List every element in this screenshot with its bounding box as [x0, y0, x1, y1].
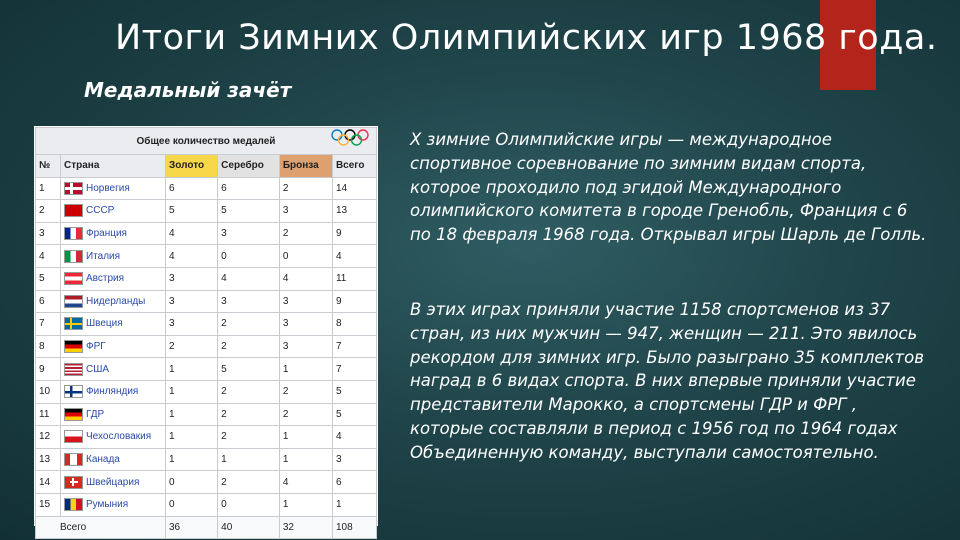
header-total: Всего [332, 155, 376, 178]
slide-title: Итоги Зимних Олимпийских игр 1968 года. [115, 18, 938, 58]
table-row [36, 245, 377, 268]
gold-cell: 1 [166, 380, 218, 403]
country-cell [61, 335, 166, 358]
bronze-cell: 3 [279, 290, 332, 313]
country-cell [61, 426, 166, 449]
country-cell [61, 358, 166, 381]
country-cell [61, 380, 166, 403]
total-cell: 7 [332, 358, 376, 381]
totals-gold: 36 [166, 516, 218, 539]
gold-cell: 1 [166, 426, 218, 449]
total-cell: 9 [332, 222, 376, 245]
silver-cell: 4 [218, 267, 280, 290]
bronze-cell: 1 [279, 448, 332, 471]
gold-cell: 1 [166, 448, 218, 471]
gold-cell: 0 [166, 471, 218, 494]
totals-bronze: 32 [279, 516, 332, 539]
total-cell: 11 [332, 267, 376, 290]
country-cell [61, 471, 166, 494]
table-header-row [36, 155, 377, 178]
gold-cell: 4 [166, 245, 218, 268]
header-country: Страна [61, 155, 166, 178]
totals-label: Всего [36, 516, 166, 539]
table-row [36, 471, 377, 494]
table-row [36, 222, 377, 245]
gold-cell: 6 [166, 177, 218, 200]
table-row [36, 493, 377, 516]
country-link[interactable]: США [86, 363, 110, 375]
gold-cell: 1 [166, 403, 218, 426]
country-cell [61, 403, 166, 426]
silver-cell: 2 [218, 335, 280, 358]
table-row [36, 358, 377, 381]
country-link[interactable]: Нидерланды [86, 296, 146, 307]
rank-cell: 10 [36, 380, 61, 403]
total-cell: 3 [332, 448, 376, 471]
finland-flag-icon [64, 385, 83, 398]
france-flag-icon [64, 227, 83, 240]
rank-cell: 4 [36, 245, 61, 268]
total-cell: 4 [332, 245, 376, 268]
total-cell: 8 [332, 313, 376, 336]
rank-cell: 3 [36, 222, 61, 245]
czechoslovakia-flag-icon [64, 430, 83, 443]
gold-cell: 2 [166, 335, 218, 358]
silver-cell: 6 [218, 177, 280, 200]
silver-cell: 2 [218, 313, 280, 336]
sweden-flag-icon [64, 317, 83, 330]
romania-flag-icon [64, 498, 83, 511]
rank-cell: 6 [36, 290, 61, 313]
country-link[interactable]: Австрия [86, 273, 125, 285]
table-row [36, 200, 377, 223]
bronze-cell: 2 [279, 222, 332, 245]
netherlands-flag-icon [64, 295, 83, 308]
country-cell [61, 267, 166, 290]
country-cell [61, 200, 166, 223]
gdr-flag-icon [64, 408, 83, 421]
rank-cell: 9 [36, 358, 61, 381]
rank-cell: 11 [36, 403, 61, 426]
header-bronze: Бронза [279, 155, 332, 178]
slide-subtitle: Медальный зачёт [84, 78, 292, 102]
country-cell [61, 290, 166, 313]
country-link[interactable]: Франция [86, 228, 127, 240]
canada-flag-icon [64, 453, 83, 466]
header-gold: Золото [166, 155, 218, 178]
bronze-cell: 2 [279, 177, 332, 200]
rank-cell: 13 [36, 448, 61, 471]
gold-cell: 1 [166, 358, 218, 381]
table-row [36, 290, 377, 313]
medal-table [35, 127, 377, 539]
header-rank: № [36, 155, 61, 178]
bronze-cell: 3 [279, 200, 332, 223]
country-cell [61, 493, 166, 516]
silver-cell: 2 [218, 403, 280, 426]
gold-cell: 4 [166, 222, 218, 245]
austria-flag-icon [64, 272, 83, 285]
bronze-cell: 0 [279, 245, 332, 268]
country-cell [61, 448, 166, 471]
bronze-cell: 2 [279, 403, 332, 426]
totals-total: 108 [332, 516, 376, 539]
paragraph-1: X зимние Олимпийские игры — международное спортивное соревнование по зимним видам спорта, которое проходило под эгидой Международного олимпийского комитета в городе Гренобль, Франция с 6 по 18 февраля 1968 года. Открывал игры Шарль де Голль. [410, 130, 927, 245]
silver-cell: 1 [218, 448, 280, 471]
norway-flag-icon [64, 182, 83, 195]
italy-flag-icon [64, 250, 83, 263]
table-row [36, 380, 377, 403]
bronze-cell: 4 [279, 267, 332, 290]
country-link[interactable]: СССР [86, 205, 115, 217]
total-cell: 5 [332, 380, 376, 403]
gold-cell: 0 [166, 493, 218, 516]
totals-silver: 40 [218, 516, 280, 539]
bronze-cell: 1 [279, 493, 332, 516]
rank-cell: 2 [36, 200, 61, 223]
silver-cell: 5 [218, 200, 280, 223]
total-cell: 5 [332, 403, 376, 426]
silver-cell: 2 [218, 380, 280, 403]
gold-cell: 3 [166, 290, 218, 313]
table-row [36, 403, 377, 426]
rank-cell: 5 [36, 267, 61, 290]
silver-cell: 0 [218, 245, 280, 268]
total-cell: 13 [332, 200, 376, 223]
gold-cell: 5 [166, 200, 218, 223]
rank-cell: 14 [36, 471, 61, 494]
table-row [36, 177, 377, 200]
table-row [36, 426, 377, 449]
country-link[interactable]: Италия [86, 250, 121, 262]
olympic-rings-icon [330, 128, 370, 148]
country-cell [61, 177, 166, 200]
gold-cell: 3 [166, 313, 218, 336]
table-row [36, 448, 377, 471]
silver-cell: 2 [218, 426, 280, 449]
silver-cell: 0 [218, 493, 280, 516]
country-link[interactable]: Румыния [86, 499, 129, 511]
rank-cell: 12 [36, 426, 61, 449]
bronze-cell: 1 [279, 426, 332, 449]
total-cell: 4 [332, 426, 376, 449]
total-cell: 14 [332, 177, 376, 200]
country-link[interactable]: Чехословакия [86, 431, 152, 443]
table-row [36, 335, 377, 358]
silver-cell: 5 [218, 358, 280, 381]
country-link[interactable]: Канада [86, 454, 120, 466]
rank-cell: 7 [36, 313, 61, 336]
country-link[interactable]: ФРГ [86, 341, 106, 353]
total-cell: 9 [332, 290, 376, 313]
table-row [36, 267, 377, 290]
medal-table-image [34, 126, 378, 533]
ussr-flag-icon [64, 204, 83, 217]
paragraph-2: В этих играх приняли участие 1158 спортсменов из 37 стран, из них мужчин — 947, женщин — 211. Это явилось рекордом для зимних игр. Было разыграно 35 комплектов наград в 6 видах спорта. В них впервые приняли участие представители Марокко, а спортсмены ГДР и ФРГ , которые составляли в период с 1956 год по 1964 годах Объединенную команду, выступали самостоятельно. [410, 300, 924, 462]
country-cell [61, 245, 166, 268]
table-caption: Общее количество медалей [36, 128, 377, 155]
rank-cell: 15 [36, 493, 61, 516]
silver-cell: 2 [218, 471, 280, 494]
country-link[interactable]: Швейцария [86, 476, 140, 488]
total-cell: 1 [332, 493, 376, 516]
bronze-cell: 1 [279, 358, 332, 381]
gold-cell: 3 [166, 267, 218, 290]
header-silver: Серебро [218, 155, 280, 178]
rank-cell: 1 [36, 177, 61, 200]
country-cell [61, 222, 166, 245]
table-row [36, 313, 377, 336]
total-cell: 7 [332, 335, 376, 358]
bronze-cell: 3 [279, 335, 332, 358]
switzerland-flag-icon [64, 476, 83, 489]
frg-flag-icon [64, 340, 83, 353]
country-link[interactable]: Финляндия [86, 386, 139, 398]
silver-cell: 3 [218, 222, 280, 245]
bronze-cell: 3 [279, 313, 332, 336]
country-link[interactable]: Швеция [86, 318, 123, 330]
silver-cell: 3 [218, 290, 280, 313]
totals-row [36, 516, 377, 539]
country-cell [61, 313, 166, 336]
total-cell: 6 [332, 471, 376, 494]
bronze-cell: 4 [279, 471, 332, 494]
country-link[interactable]: Норвегия [86, 183, 130, 195]
bronze-cell: 2 [279, 380, 332, 403]
usa-flag-icon [64, 363, 83, 376]
country-link[interactable]: ГДР [86, 408, 105, 420]
rank-cell: 8 [36, 335, 61, 358]
